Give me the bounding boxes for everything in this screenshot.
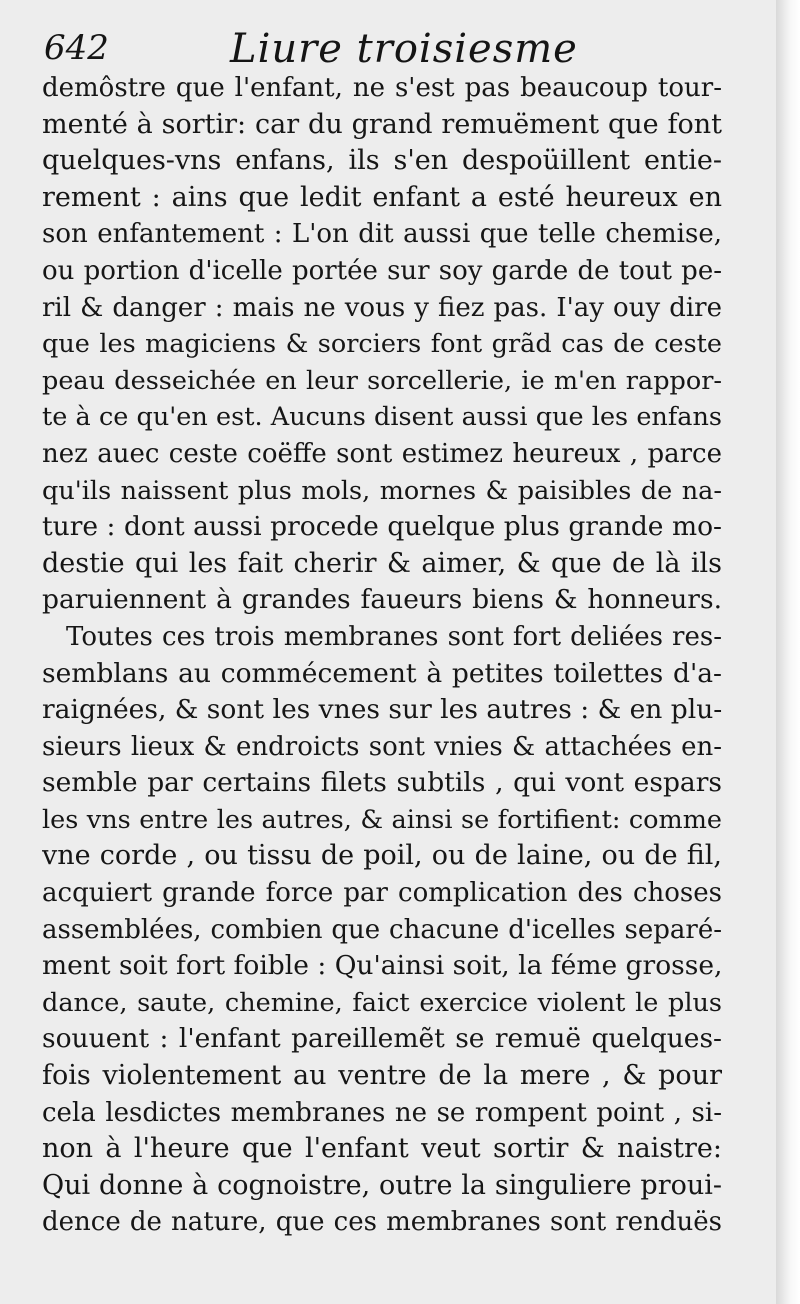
text-line: non à l'heure que l'enfant veut sortir & naistre:	[42, 1133, 722, 1165]
text-line: son enfantement : L'on dit aussi que telle chemise,	[42, 219, 722, 250]
text-line: paruiennent à grandes faueurs biens & honneurs.	[42, 584, 722, 616]
text-line: peau desseichée en leur sorcellerie, ie m'en rappor-	[42, 365, 722, 396]
text-line: ment soit fort foible : Qu'ainsi soit, la féme grosse,	[42, 950, 722, 982]
text-line: sieurs lieux & endroicts sont vnies & attachées en-	[42, 731, 722, 762]
text-line: rement : ains que ledit enfant a esté heureux en	[42, 181, 722, 213]
page-header	[40, 22, 760, 72]
body-text	[42, 70, 722, 1241]
text-line: cela lesdictes membranes ne se rompent point , si-	[42, 1097, 722, 1128]
text-line: destie qui les fait cherir & aimer, & que de là ils	[42, 547, 722, 579]
text-line: vne corde , ou tissu de poil, ou de laine, ou de fil,	[42, 840, 722, 872]
text-line: nez auec ceste coëffe sont estimez heureux , parce	[42, 438, 722, 469]
text-line: les vns entre les autres, & ainsi se fortifient: comme	[42, 804, 722, 835]
page-number: 642	[44, 28, 109, 68]
text-line: semblans au commécement à petites toilettes d'a-	[42, 657, 722, 689]
paragraph-start-line: Toutes ces trois membranes sont fort deliées res-	[66, 621, 722, 652]
page-gutter-shadow	[776, 0, 800, 1304]
text-line: demôstre que l'enfant, ne s'est pas beaucoup tour-	[42, 73, 722, 103]
text-line: ou portion d'icelle portée sur soy garde de tout pe-	[42, 255, 722, 286]
text-line: ture : dont aussi procede quelque plus grande mo-	[42, 511, 722, 543]
text-line: que les magiciens & sorciers font grãd cas de ceste	[42, 329, 722, 360]
text-line: qu'ils naissent plus mols, mornes & paisibles de na-	[42, 475, 722, 506]
text-line: dence de nature, que ces membranes sont renduës	[42, 1207, 722, 1238]
text-line: dance, saute, chemine, faict exercice violent le plus	[42, 987, 722, 1018]
text-line: quelques-vns enfans, ils s'en despoüillent entie-	[42, 145, 722, 177]
text-line: acquiert grande force par complication des choses	[42, 878, 722, 909]
running-head: Liure troisiesme	[230, 26, 578, 72]
text-line: assemblées, combien que chacune d'icelles separé-	[42, 914, 722, 945]
text-line: Qui donne à cognoistre, outre la singuliere proui-	[42, 1169, 722, 1201]
text-line: raignées, & sont les vnes sur les autres : & en plu-	[42, 694, 722, 726]
text-line: ril & danger : mais ne vous y fiez pas. I'ay ouy dire	[42, 292, 722, 323]
text-line: menté à sortir: car du grand remuëment que font	[42, 108, 722, 140]
text-line: fois violentement au ventre de la mere , & pour	[42, 1060, 722, 1092]
text-line: semble par certains filets subtils , qui vont espars	[42, 767, 722, 799]
text-line: te à ce qu'en est. Aucuns disent aussi que les enfans	[42, 402, 722, 433]
text-line: souuent : l'enfant pareillemẽt se remuë quelques-	[42, 1023, 722, 1055]
